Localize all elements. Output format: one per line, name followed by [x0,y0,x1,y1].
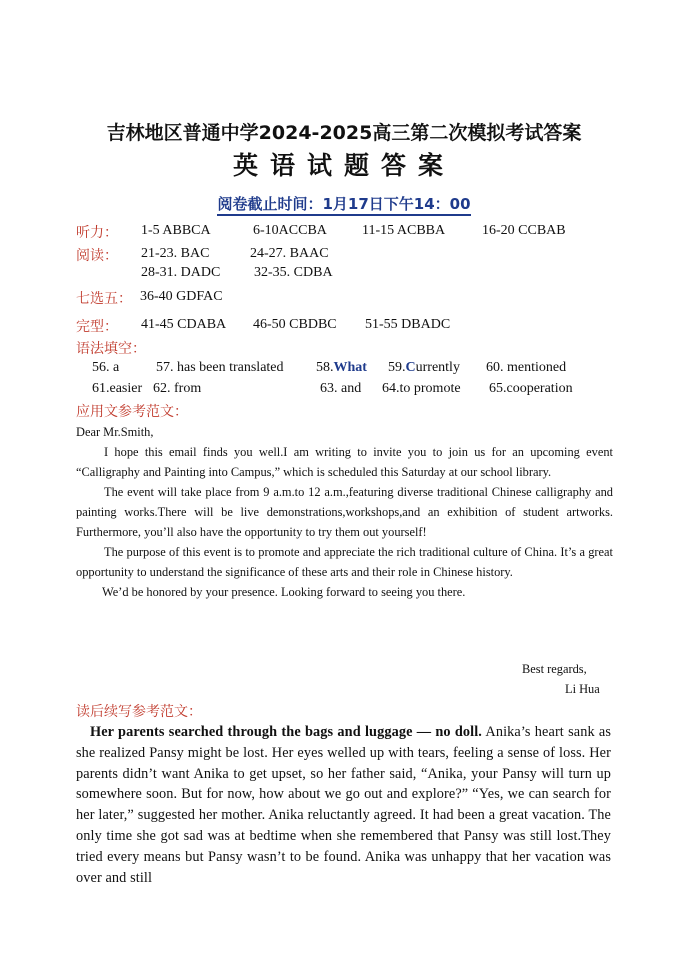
cloze-answer-3: 51-55 DBADC [365,317,451,332]
grammar-number-58: 58. [316,360,334,375]
grammar-answer-56: 56. a [92,360,120,375]
grammar-answer-60: 60. mentioned [486,360,567,375]
letter-closing: Best regards, [522,662,587,676]
letter-paragraph: The event will take place from 9 a.m.to 12 a.m.,featuring diverse traditional Chinese calligraphy and painting works.There will be live demonstrations,workshops,and an exhibition of student artworks. Furthermore, you’ll also have the opportunity to try them out yourself! [76,485,613,539]
reading-answer-3: 28-31. DADC [141,265,221,280]
exam-title: 吉林地区普通中学2024-2025高三第二次模拟考试答案 [106,122,582,144]
grammar-answer-62: 62. from [153,381,202,396]
grammar-answer-61: 61.easier [92,381,143,396]
grammar-answer-59 [388,360,460,376]
listening-answer-4: 16-20 CCBAB [482,223,566,238]
grammar-answer-65: 65.cooperation [489,381,573,396]
letter-signature: Li Hua [565,682,600,696]
reading-answer-4: 32-35. CDBA [254,265,333,280]
grammar-fill-label: 语法填空： [76,341,146,357]
listening-label: 听力： [76,225,118,241]
listening-answer-2: 6-10ACCBA [253,223,327,238]
cloze-label: 完型： [76,319,118,335]
sample-letter [76,422,613,602]
continuation-lead: Her parents searched through the bags and luggage — no doll. [90,724,482,740]
grammar-number-59: 59. [388,360,406,375]
listening-answer-1: 1-5 ABBCA [141,223,211,238]
application-writing-label: 应用文参考范文： [76,404,188,420]
listening-answer-3: 11-15 ACBBA [362,223,446,238]
letter-paragraph: We’d be honored by your presence. Looking forward to seeing you there. [102,585,466,599]
answer-key-title: 英语试题答案 [232,151,455,180]
grammar-answer-63: 63. and [320,381,362,396]
letter-paragraph: I hope this email finds you well.I am writing to invite you to join us for an upcoming event “Calligraphy and Painting into Campus,” which is scheduled this Saturday at our school library. [76,445,613,479]
cloze-answer-1: 41-45 CDABA [141,317,227,332]
reading-answer-2: 24-27. BAAC [250,246,329,261]
grammar-word-59-rest: urrently [415,360,460,375]
reading-label: 阅读： [76,248,118,264]
grammar-answer-57: 57. has been translated [156,360,284,375]
seven-choose-five-label: 七选五： [76,291,132,307]
letter-greeting: Dear Mr.Smith, [76,425,154,439]
letter-paragraph: The purpose of this event is to promote and appreciate the rich traditional culture of China. It’s a great opportunity to understand the significance of these arts and their role in Chinese history. [76,545,613,579]
continuation-body: Anika’s heart sank as she realized Pansy might be lost. Her eyes welled up with tears, feeling a sense of loss. Her parents didn’t want Anika to get upset, so her father said, “Anika, your Pansy will turn up somewhere soon. But for now, how about we go out and explore?” “Yes, we can search for her later,” suggested her mother. Anika reluctantly agreed. It had been a great vacation. The only time she got sad was at bedtime when she remembered that Pansy was still lost.They tried every means but Pansy wasn’t to be found. Anika was unhappy that her vacation was over and still [76,724,612,886]
reading-answer-1: 21-23. BAC [141,246,210,261]
grammar-word-58: What [333,360,367,375]
cloze-answer-2: 46-50 CBDBC [253,317,337,332]
continuation-writing-label: 读后续写参考范文： [76,704,202,720]
grammar-word-59-initial: C [405,360,416,375]
deadline-text: 阅卷截止时间：1月17日下午14：00 [217,195,470,216]
seven-choose-five-answer: 36-40 GDFAC [140,289,223,304]
grammar-answer-64: 64.to promote [382,381,461,396]
grading-deadline [0,193,688,214]
sample-continuation [76,722,611,888]
grammar-answer-58 [316,360,367,376]
